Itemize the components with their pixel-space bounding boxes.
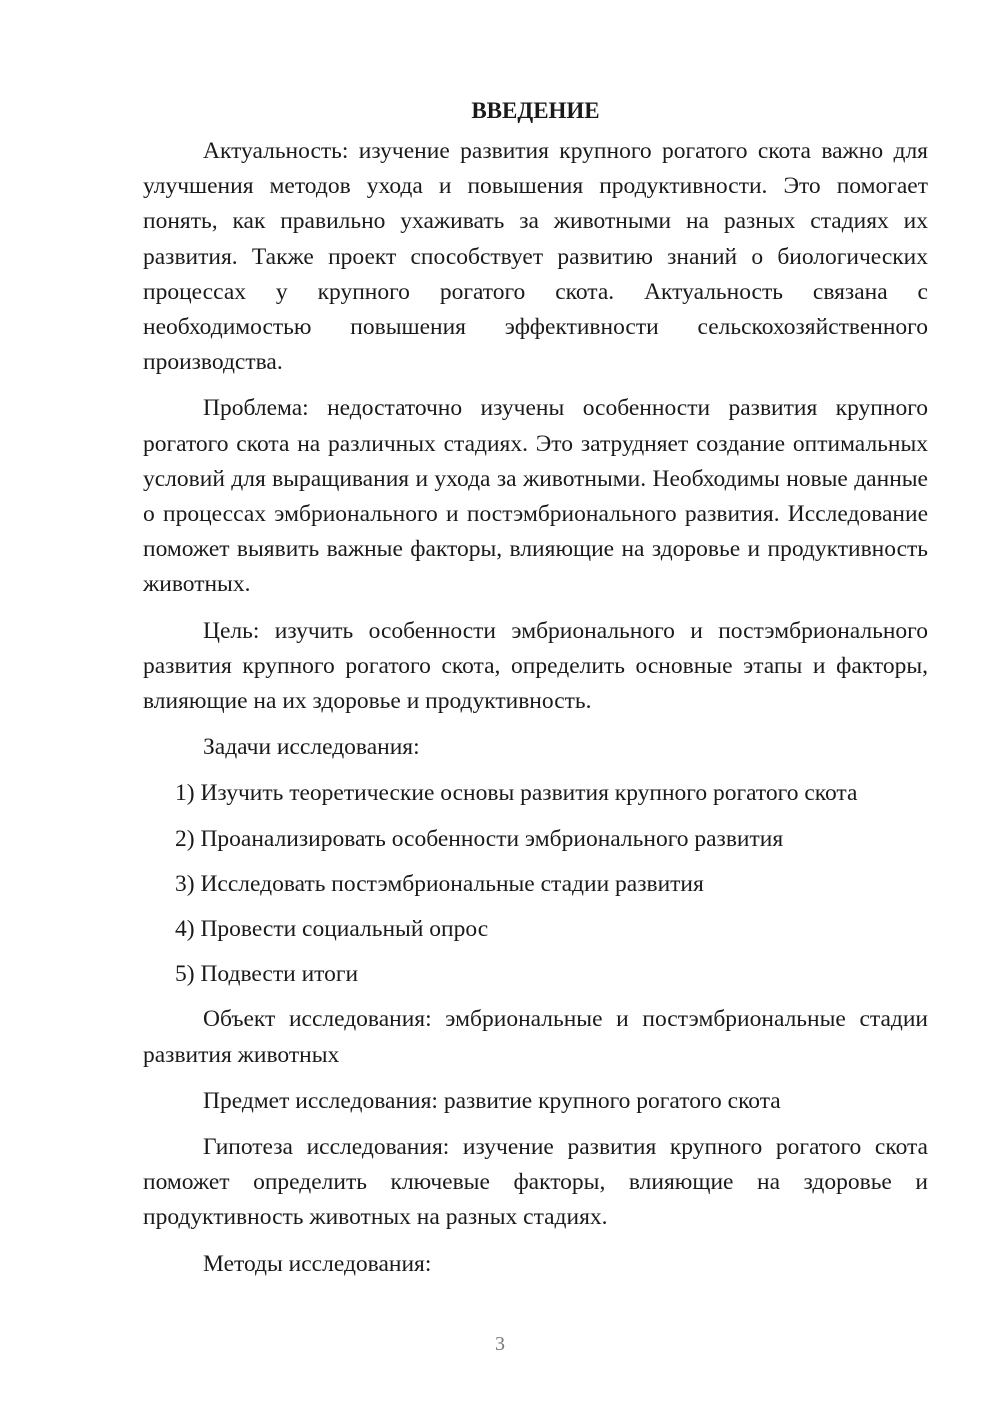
list-item: 5) Подвести итоги xyxy=(175,961,359,988)
hypothesis-paragraph: Гипотеза исследования: изучение развития крупного рогатого скота поможет определить ключевые факторы, влияющие на здоровье и продуктивность животных на разных стадиях. xyxy=(143,1134,928,1231)
list-item: 2) Проанализировать особенности эмбрионального развития xyxy=(175,825,784,852)
subject-paragraph: Предмет исследования: развитие крупного рогатого скота xyxy=(203,1087,781,1114)
page-title: ВВЕДЕНИЕ xyxy=(471,98,600,123)
tasks-heading: Задачи исследования: xyxy=(203,734,420,761)
problem-paragraph: Проблема: недостаточно изучены особенности развития крупного рогатого скота на различных стадиях. Это затрудняет создание оптимальных условий для выращивания и ухода за животными. Необходимы новые данные о процессах эмбрионального и постэмбрионального развития. Исследование поможет выявить важные факторы, влияющие на здоровье и продуктивность животных. xyxy=(143,395,928,598)
relevance-paragraph: Актуальность: изучение развития крупного рогатого скота важно для улучшения методов ухода и повышения продуктивности. Это помогает понять, как правильно ухаживать за животными на разных стадиях их развития. Также проект способствует развитию знаний о биологических процессах у крупного рогатого скота. Актуальность связана с необходимостью повышения эффективности сельскохозяйственного производства. xyxy=(143,138,928,376)
methods-heading: Методы исследования: xyxy=(203,1250,432,1277)
page-content xyxy=(143,92,928,1293)
list-item: 4) Провести социальный опрос xyxy=(175,916,489,943)
goal-paragraph: Цель: изучить особенности эмбрионального и постэмбрионального развития крупного рогатого скота, определить основные этапы и факторы, влияющие на их здоровье и продуктивность. xyxy=(143,617,928,715)
list-item: 3) Исследовать постэмбриональные стадии развития xyxy=(175,870,704,897)
page-number: 3 xyxy=(495,1333,505,1355)
object-paragraph: Объект исследования: эмбриональные и постэмбриональные стадии развития животных xyxy=(143,1006,928,1068)
list-item: 1) Изучить теоретические основы развития крупного рогатого скота xyxy=(175,780,858,807)
